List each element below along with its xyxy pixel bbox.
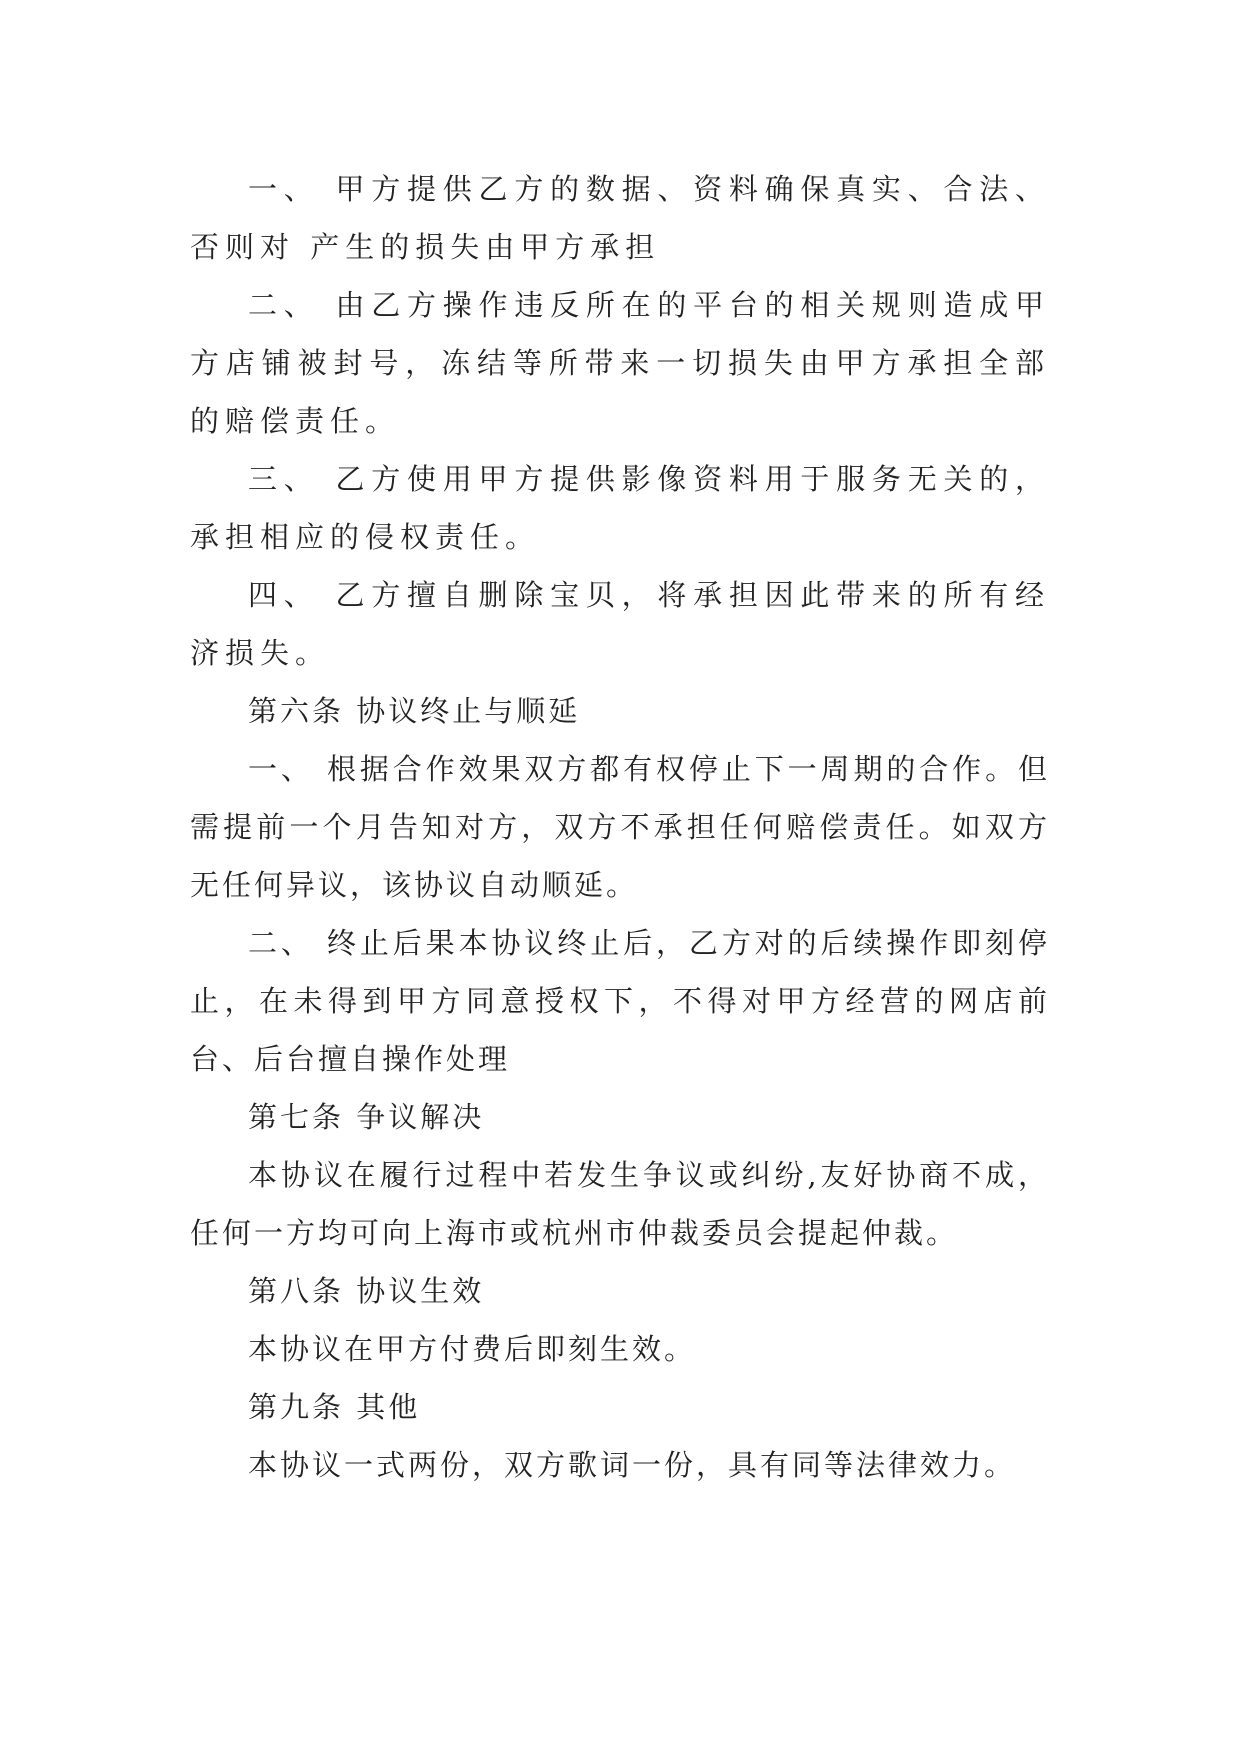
document-body bbox=[190, 160, 1050, 1494]
section-heading: 第九条 其他 bbox=[248, 1390, 421, 1424]
clause-paragraph: 本协议一式两份，双方歌词一份，具有同等法律效力。 bbox=[248, 1448, 1017, 1482]
section-heading: 第八条 协议生效 bbox=[248, 1274, 485, 1308]
clause-paragraph: 本协议在履行过程中若发生争议或纠纷,友好协商不成，任何一方均可向上海市或杭州市仲裁委员会提起仲裁。 bbox=[190, 1158, 1050, 1250]
clause-paragraph: 一、 甲方提供乙方的数据、资料确保真实、合法、否则对 产生的损失由甲方承担 bbox=[190, 172, 1050, 264]
clause-paragraph: 二、 由乙方操作违反所在的平台的相关规则造成甲方店铺被封号，冻结等所带来一切损失由甲方承担全部的赔偿责任。 bbox=[190, 288, 1050, 438]
clause-paragraph: 四、 乙方擅自删除宝贝，将承担因此带来的所有经济损失。 bbox=[190, 578, 1050, 670]
section-heading: 第七条 争议解决 bbox=[248, 1100, 485, 1134]
clause-paragraph: 二、 终止后果本协议终止后，乙方对的后续操作即刻停止，在未得到甲方同意授权下，不得对甲方经营的网店前台、后台擅自操作处理 bbox=[190, 926, 1050, 1076]
clause-paragraph: 三、 乙方使用甲方提供影像资料用于服务无关的，承担相应的侵权责任。 bbox=[190, 462, 1050, 554]
section-heading: 第六条 协议终止与顺延 bbox=[248, 694, 581, 728]
clause-paragraph: 一、 根据合作效果双方都有权停止下一周期的合作。但需提前一个月告知对方，双方不承担任何赔偿责任。如双方无任何异议，该协议自动顺延。 bbox=[190, 752, 1050, 902]
clause-paragraph: 本协议在甲方付费后即刻生效。 bbox=[248, 1332, 697, 1366]
